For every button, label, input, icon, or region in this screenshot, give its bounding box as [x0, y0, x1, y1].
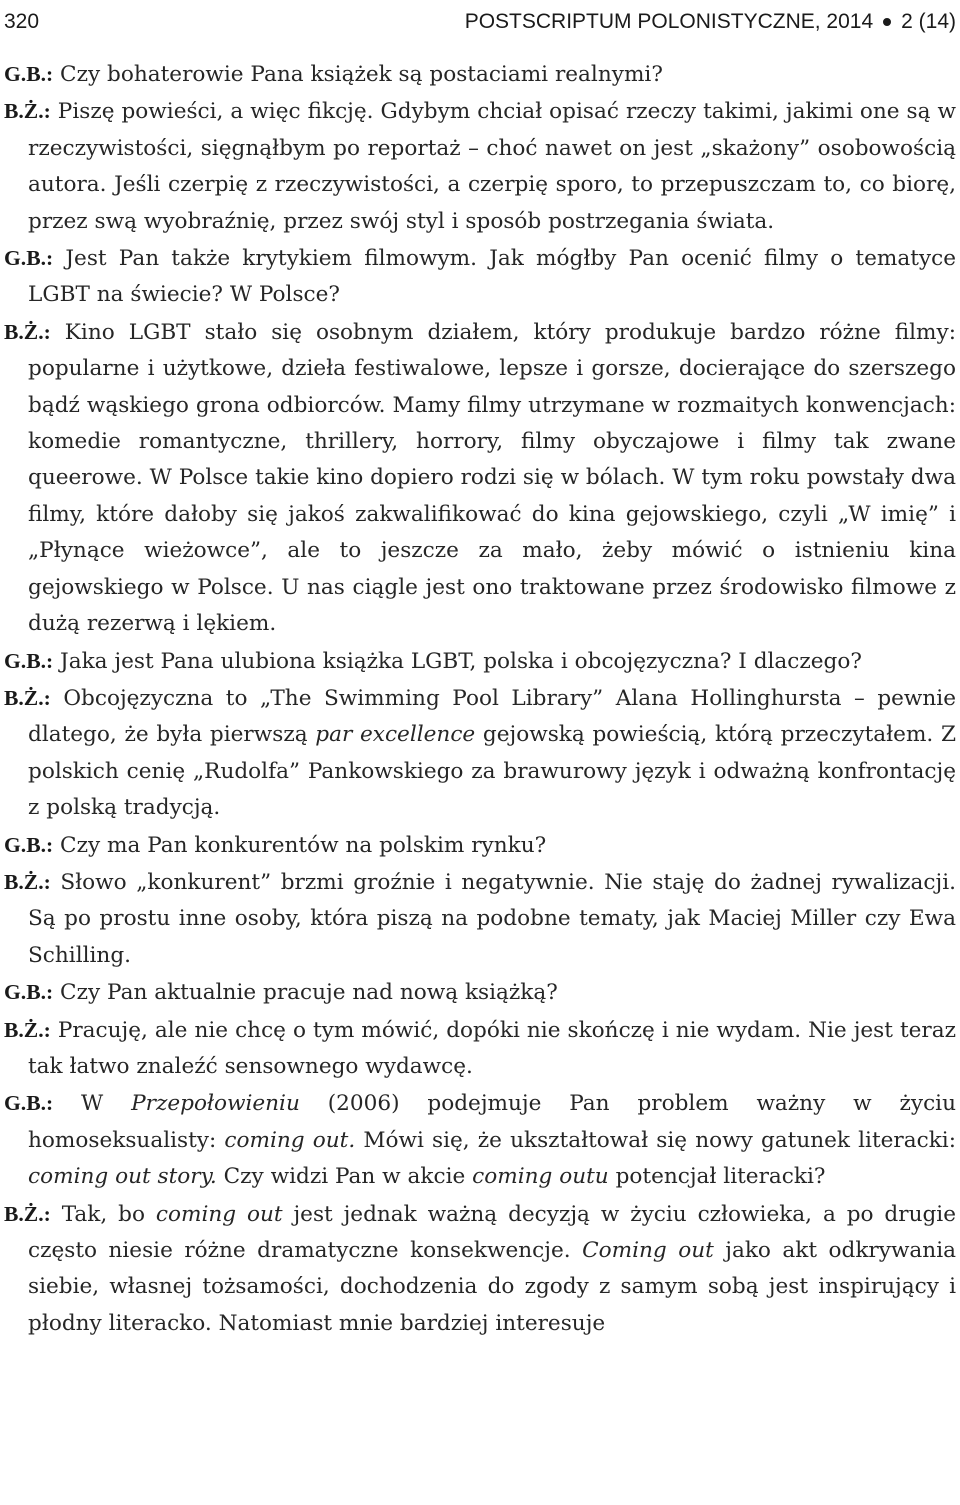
interview-paragraph	[4, 643, 956, 680]
interview-paragraph	[4, 1196, 956, 1343]
paragraph-text: Jest Pan także krytykiem filmowym. Jak mógłby Pan ocenić filmy o tematyce LGBT na świecie? W Polsce?	[28, 246, 956, 308]
page-number: 320	[4, 10, 40, 33]
speaker-label: G.B.:	[4, 246, 54, 271]
interview-paragraph	[4, 827, 956, 864]
italic-term: coming out story.	[28, 1164, 217, 1190]
speaker-label: G.B.:	[4, 648, 54, 673]
speaker-label: B.Ż.:	[4, 1201, 51, 1226]
interview-paragraph	[4, 56, 956, 93]
journal-issue: 2 (14)	[901, 10, 956, 33]
italic-term: coming outu	[472, 1164, 609, 1190]
paragraph-text: Czy widzi Pan w akcie	[216, 1164, 473, 1190]
paragraph-text: Czy Pan aktualnie pracuje nad nową książką?	[53, 980, 558, 1006]
speaker-label: G.B.:	[4, 62, 54, 86]
interview-paragraph	[4, 93, 956, 240]
interview-paragraph	[4, 974, 956, 1011]
interview-paragraph	[4, 1085, 956, 1195]
paragraph-text: Czy bohaterowie Pana książek są postaciami realnymi?	[53, 62, 663, 87]
italic-term: par excellence	[315, 722, 476, 748]
paragraph-text: (2006) podejmuje Pan problem ważny w życiu homoseksualisty:	[28, 1091, 956, 1153]
interview-paragraph	[4, 1012, 956, 1086]
paragraph-text: Czy ma Pan konkurentów na polskim rynku?	[53, 832, 547, 858]
italic-term: Przepołowieniu	[131, 1091, 300, 1117]
paragraph-text: jest jednak ważną decyzją w życiu człowieka, a po drugie często niesie różne dramatyczne konsekwencje.	[28, 1201, 956, 1263]
paragraph-text: jako akt odkrywania siebie, własnej tożsamości, dochodzenia do zgody z samym sobą jest inspirujący i płodny literacko. Natomiast mnie bardziej interesuje	[28, 1238, 956, 1336]
paragraph-text: W	[53, 1091, 132, 1117]
interview-paragraph	[4, 240, 956, 314]
speaker-label: B.Ż.:	[4, 869, 51, 894]
paragraph-text: Słowo „konkurent” brzmi groźnie i negatywnie. Nie staję do żadnej rywalizacji. Są po prostu inne osoby, która piszą na podobne tematy, jak Maciej Miller czy Ewa Schilling.	[28, 869, 956, 968]
paragraph-text: Piszę powieści, a więc fikcję. Gdybym chciał opisać rzeczy takimi, jakimi one są w rzeczywistości, sięgnąłbym po reportaż – choć nawet on jest „skażony” osobowością autora. Jeśli czerpię z rzeczywistości, a czerpię sporo, to przepuszczam to, co biorę, przez swą wyobraźnię, przez swój styl i sposób postrzegania świata.	[28, 99, 956, 234]
interview-body	[4, 56, 956, 1342]
italic-term: Coming out	[582, 1238, 714, 1263]
speaker-label: B.Ż.:	[4, 99, 51, 124]
speaker-label: B.Ż.:	[4, 685, 51, 710]
paragraph-text: Tak, bo	[50, 1201, 156, 1227]
running-header	[4, 0, 956, 42]
interview-paragraph	[4, 680, 956, 827]
interview-paragraph	[4, 864, 956, 974]
paragraph-text: Mówi się, że ukształtował się nowy gatunek literacki:	[355, 1127, 956, 1153]
journal-name: POSTSCRIPTUM POLONISTYCZNE, 2014	[464, 10, 874, 33]
speaker-label: B.Ż.:	[4, 319, 51, 344]
speaker-label: G.B.:	[4, 980, 54, 1005]
speaker-label: G.B.:	[4, 832, 54, 857]
paragraph-text: gejowską powieścią, którą przeczytałem. Z polskich cenię „Rudolfa” Pankowskiego za brawurowy język i odważną konfrontację z polską tradycją.	[28, 722, 956, 821]
journal-title	[465, 10, 956, 34]
paragraph-text: Jaka jest Pana ulubiona książka LGBT, polska i obcojęzyczna? I dlaczego?	[53, 648, 862, 674]
paragraph-text: Kino LGBT stało się osobnym działem, który produkuje bardzo różne filmy: popularne i użytkowe, dzieła festiwalowe, lepsze i gorsze, docierające do szerszego bądź wąskiego grona odbiorców. Mamy filmy utrzymane w rozmaitych konwencjach: komedie romantyczne, thrillery, horrory, filmy obyczajowe i filmy tak zwane queerowe. W Polsce takie kino dopiero rodzi się w bólach. W tym roku powstały dwa filmy, które dałoby się jakoś zakwalifikować do kina gejowskiego, czyli „W imię” i „Płynące wieżowce”, ale to jeszcze za mało, żeby mówić o istnieniu kina gejowskiego w Polsce. U nas ciągle jest ono traktowane przez środowisko filmowe z dużą rezerwą i lękiem.	[28, 319, 956, 637]
paragraph-text: potencjał literacki?	[608, 1164, 826, 1190]
paragraph-text: Obcojęzyczna to „The Swimming Pool Library” Alana Hollinghursta – pewnie dlatego, że była pierwszą	[28, 685, 956, 748]
speaker-label: G.B.:	[4, 1091, 54, 1116]
bullet-icon	[883, 18, 891, 26]
italic-term: coming out.	[224, 1127, 356, 1153]
speaker-label: B.Ż.:	[4, 1017, 51, 1042]
italic-term: coming out	[155, 1201, 283, 1227]
paragraph-text: Pracuję, ale nie chcę o tym mówić, dopóki nie skończę i nie wydam. Nie jest teraz tak łatwo znaleźć sensownego wydawcę.	[28, 1017, 956, 1079]
interview-paragraph	[4, 314, 956, 643]
